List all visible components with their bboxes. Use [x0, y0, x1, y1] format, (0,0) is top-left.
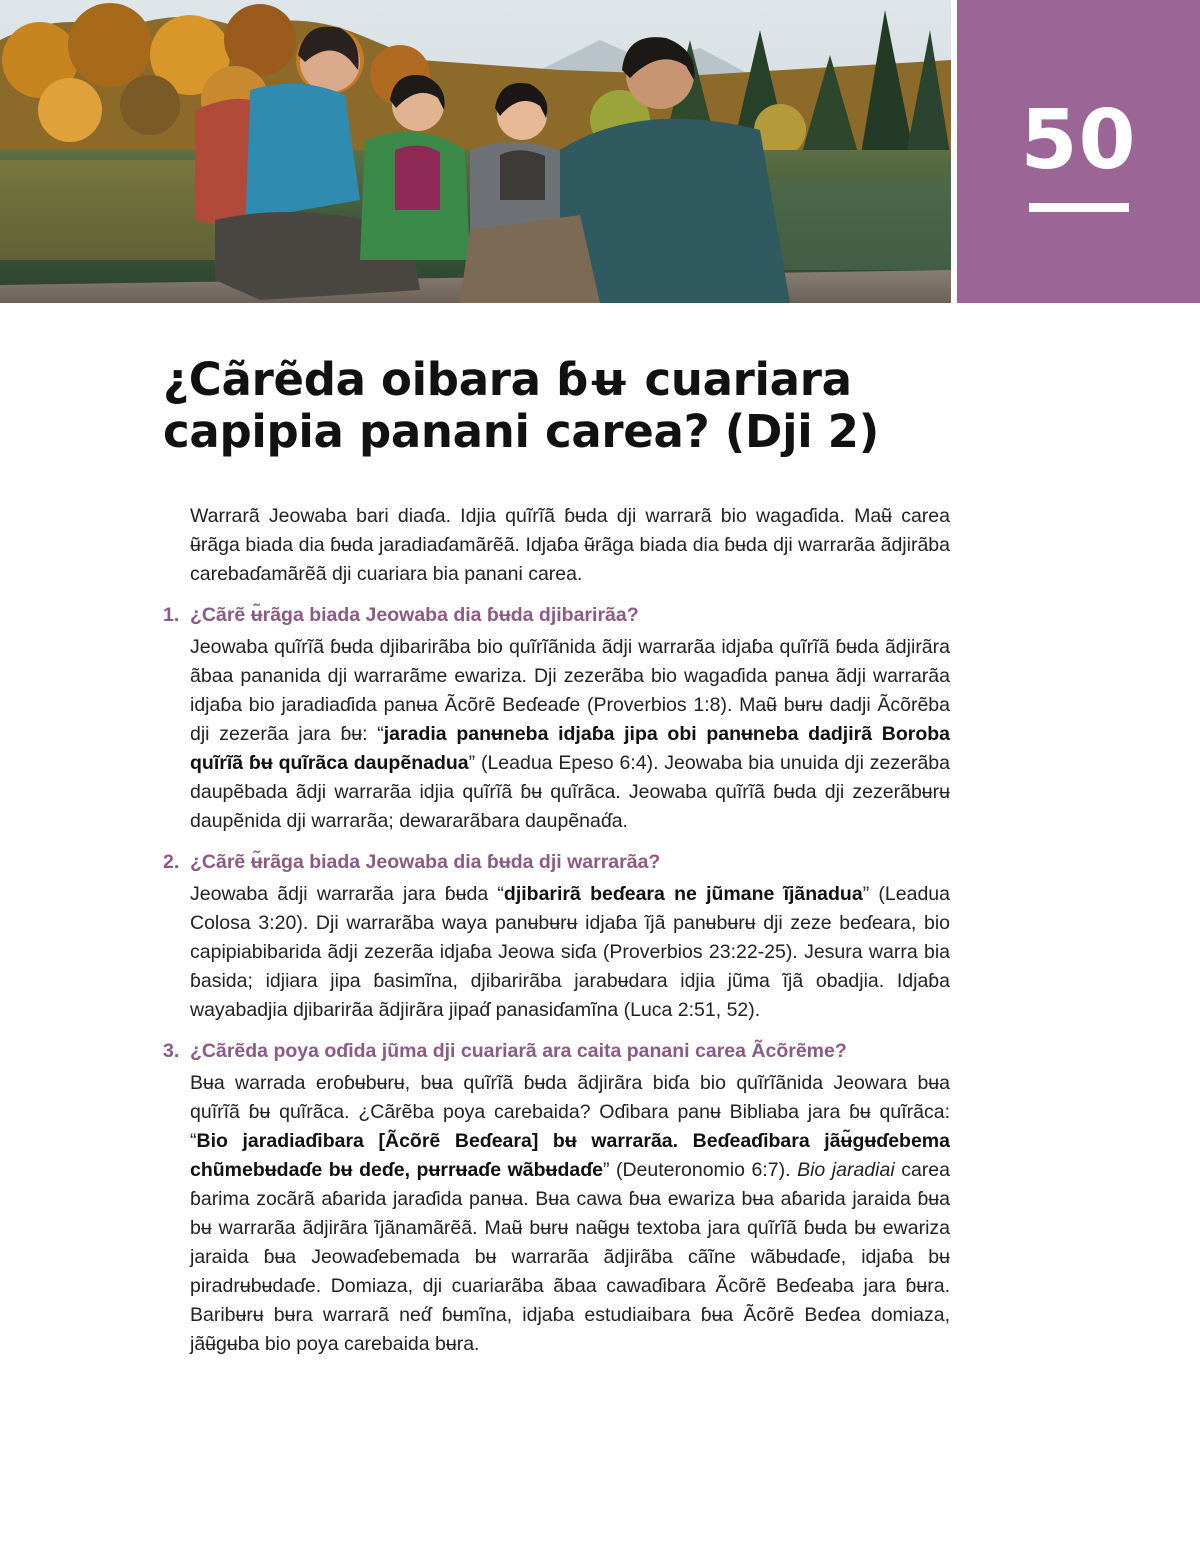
page-title-line2: capipia panani carea? (Dji 2) [163, 405, 879, 458]
lesson-number-box [957, 0, 1200, 303]
question-1-text: ¿Cãrẽ ʉ̃rãga biada Jeowaba dia ɓʉda djibarirãa? [190, 604, 639, 626]
answer-3-scripture-quote: Bio jaradiaɗibara [Ãcõrẽ Beɗeara] bʉ warrarãa. Beɗeaɗibara jãʉ̃gʉɗebema chũmebʉdaɗe bʉ deɗe, pʉrrʉaɗe wãbʉdaɗe [190, 1130, 950, 1181]
answer-1-scripture-quote: jaradia panʉneba idjaɓa jipa obi panʉneba dadjirã Boroba quĩrĩã ɓʉ quĩrãca daupẽnadua [190, 723, 951, 774]
answer-1-paragraph [190, 633, 950, 836]
answer-2-text-a: Jeowaba ãdji warrarãa jara ɓʉda “ [190, 883, 504, 905]
answer-3-text-c: carea ɓarima zocãrã aɓarida jaraɗida panʉa. Bʉa cawa ɓʉa ewariza bʉa aɓarida jaraida ɓʉa bʉ warrarãa ãdjirãra ĩjãnamãrẽã. Maʉ̃ bʉrʉ naʉ̃gʉ textoba jara quĩrĩã ɓʉda bʉ ewariza jaraida ɓʉa Jeowaɗebemada bʉ warrarãa ãdjirãba cãĩne wãbʉdaɗe, idjaɓa bʉ piradrʉbʉdaɗe. Domiaza, dji cuariarãba ãbaa cawaɗibara Ãcõrẽ Beɗeaba jara ɓʉra. Baribʉrʉ bʉra warrarã neɗ́ ɓʉmĩna, idjaɓa estudiaibara ɓʉa Ãcõrẽ Beɗea domiaza, jãʉ̃gʉba bio poya carebaida bʉra. [190, 1159, 950, 1355]
question-3-text: ¿Cãrẽda poya oɗida jũma dji cuariarã ara caita panani carea Ãcõrẽme? [190, 1040, 847, 1062]
question-2-heading [163, 848, 950, 877]
hero-photo [0, 0, 951, 303]
family-on-dock-illustration [0, 0, 951, 303]
page-title [163, 354, 983, 458]
intro-paragraph: Warrarã Jeowaba bari diaɗa. Idjia quĩrĩã ɓʉda dji warrarã bio wagaɗida. Maʉ̃ carea ʉ̃rãga biada dia ɓʉda jaradiaɗamãrẽã. Idjaɓa ʉ̃rãga biada dia ɓʉda dji warrarãa ãdjirãba carebaɗamãrẽã dji cuariara bia panani carea. [190, 505, 950, 585]
answer-1-text-b: ” (Leadua Epeso 6:4). Jeowaba bia unuida dji zezerãba daupẽbada ãdji warrarãa idjia quĩrĩã ɓʉ quĩrãca. Jeowaba quĩrĩã ɓʉda dji zezerãbʉrʉ daupẽnida dji warrarãa; dewararãbara daupẽnaɗ́a. [190, 752, 950, 832]
answer-1-text-a: Jeowaba quĩrĩã ɓʉda djibarirãba bio quĩrĩãnida ãdji warrarãa idjaɓa quĩrĩã ɓʉda ãdjirãra ãbaa pananida dji warrarãme ewariza. Dji zezerãba bio wagaɗida panʉa ãdji warrarãa idjaɓa bio jaradiaɗida panʉa Ãcõrẽ Beɗeaɗe (Proverbios 1:8). Maʉ̃ bʉrʉ dadji Ãcõrẽba dji zezerãa jara ɓʉ: “ [190, 636, 950, 745]
answer-3-text-b: ” (Deuteronomio 6:7). [602, 1159, 798, 1181]
answer-2-scripture-quote: djibarirã beɗeara ne jũmane ĩjãnadua [503, 883, 863, 905]
answer-3-paragraph [190, 1069, 950, 1359]
question-2-text: ¿Cãrẽ ʉ̃rãga biada Jeowaba dia ɓʉda dji warrarãa? [190, 851, 661, 873]
answer-3-text-a: Bʉa warrada eroɓʉbʉrʉ, bʉa quĩrĩã ɓʉda ãdjirãra biɗa bio quĩrĩãnida Jeowara bʉa quĩrĩã ɓʉ quĩrãca. ¿Cãrẽba poya carebaida? Oɗibara panʉ Bibliaba jara ɓʉ quĩrãca: “ [190, 1072, 950, 1152]
question-3-number: 3. [163, 1040, 180, 1062]
answer-2-text-b: ” (Leadua Colosa 3:20). Dji warrarãba waya panʉbʉrʉ idjaɓa ĩjã panʉbʉrʉ dji zeze beɗeara, bio capipiabibarida ãdji zezerãa idjaɓa Jeowa siɗa (Proverbios 23:22-25). Jesura warra bia ɓasida; idjiara jipa ɓasimĩna, djibarirãba jarabʉdara idjia jũma ĩjã obadjia. Idjaɓa wayabadjia djibarirãa ãdjirãra jipaɗ́ panasiɗamĩna (Luca 2:51, 52). [190, 883, 950, 1021]
answer-2-paragraph [190, 880, 950, 1025]
answer-3-italic-phrase: Bio jaradiai [797, 1159, 895, 1181]
question-2-number: 2. [163, 851, 180, 873]
page-title-line1: ¿Cãrẽda oibara ɓʉ cuariara [163, 353, 852, 406]
lesson-number: 50 [1020, 93, 1137, 188]
lesson-number-underline [1029, 203, 1129, 212]
question-3-heading [163, 1037, 950, 1066]
question-1-number: 1. [163, 604, 180, 626]
question-1-heading [163, 601, 950, 630]
lesson-body [163, 502, 951, 1359]
